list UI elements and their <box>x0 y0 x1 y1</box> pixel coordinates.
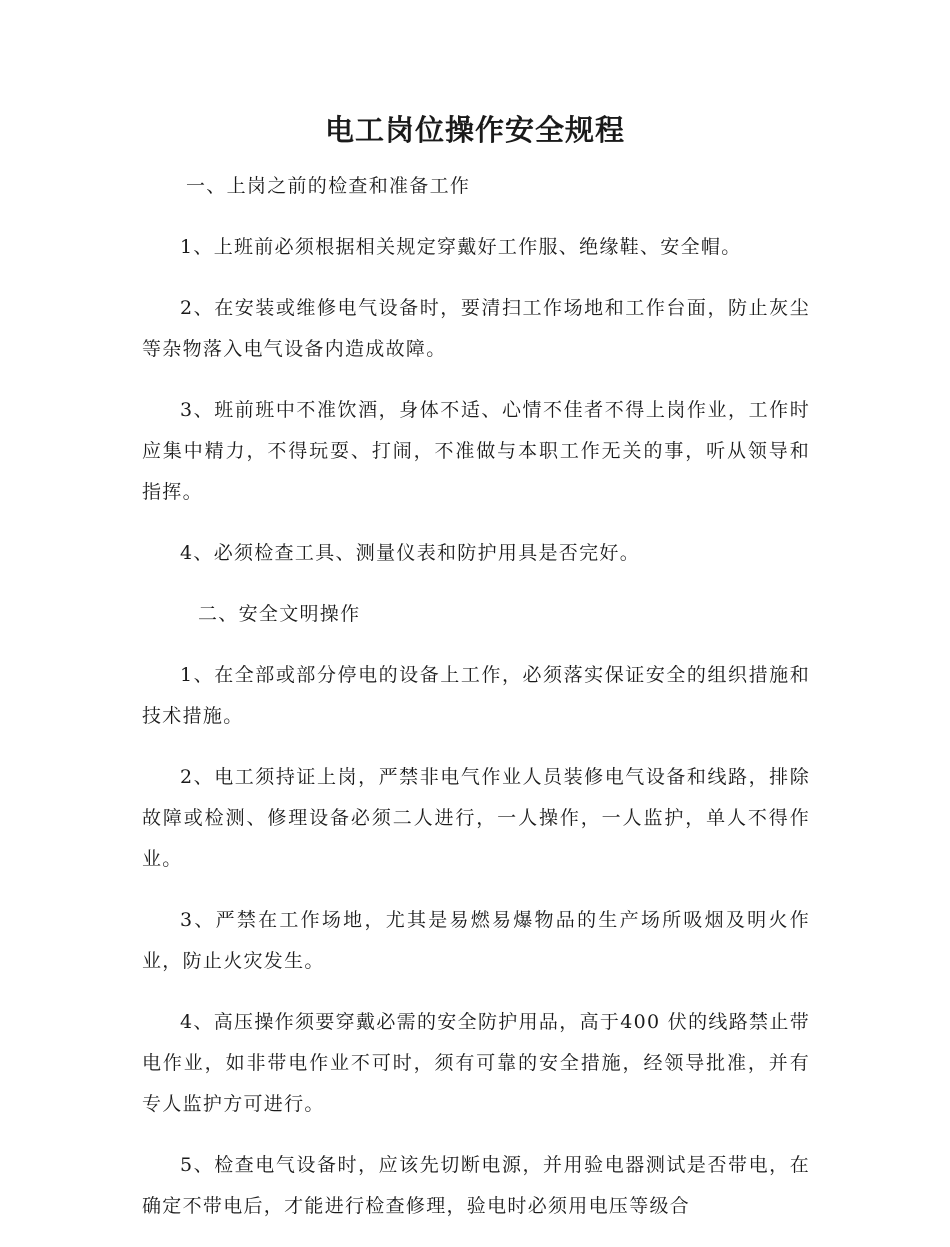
paragraph: 3、班前班中不准饮酒，身体不适、心情不佳者不得上岗作业，工作时应集中精力，不得玩耍、打闹，不准做与本职工作无关的事，听从领导和指挥。 <box>142 399 810 503</box>
paragraph: 1、在全部或部分停电的设备上工作，必须落实保证安全的组织措施和技术措施。 <box>142 664 810 727</box>
paragraph: 5、检查电气设备时，应该先切断电源，并用验电器测试是否带电，在确定不带电后，才能进行检查修理，验电时必须用电压等级合 <box>142 1154 810 1217</box>
paragraph: 4、高压操作须要穿戴必需的安全防护用品，高于400 伏的线路禁止带电作业，如非带电作业不可时，须有可靠的安全措施，经领导批准，并有专人监护方可进行。 <box>142 1011 810 1115</box>
paragraph: 4、必须检查工具、测量仪表和防护用具是否完好。 <box>180 542 640 564</box>
paragraph: 3、严禁在工作场地，尤其是易燃易爆物品的生产场所吸烟及明火作业，防止火灾发生。 <box>142 909 810 972</box>
document-body <box>142 166 810 1247</box>
section-heading-safe-operation: 二、安全文明操作 <box>198 603 361 625</box>
section-heading-preparation: 一、上岗之前的检查和准备工作 <box>186 175 471 197</box>
paragraph: 1、上班前必须根据相关规定穿戴好工作服、绝缘鞋、安全帽。 <box>180 236 742 258</box>
document-title: 电工岗位操作安全规程 <box>324 113 625 147</box>
paragraph: 2、在安装或维修电气设备时，要清扫工作场地和工作台面，防止灰尘等杂物落入电气设备内造成故障。 <box>142 297 810 360</box>
paragraph: 2、电工须持证上岗，严禁非电气作业人员装修电气设备和线路，排除故障或检测、修理设备必须二人进行，一人操作，一人监护，单人不得作业。 <box>142 766 810 870</box>
